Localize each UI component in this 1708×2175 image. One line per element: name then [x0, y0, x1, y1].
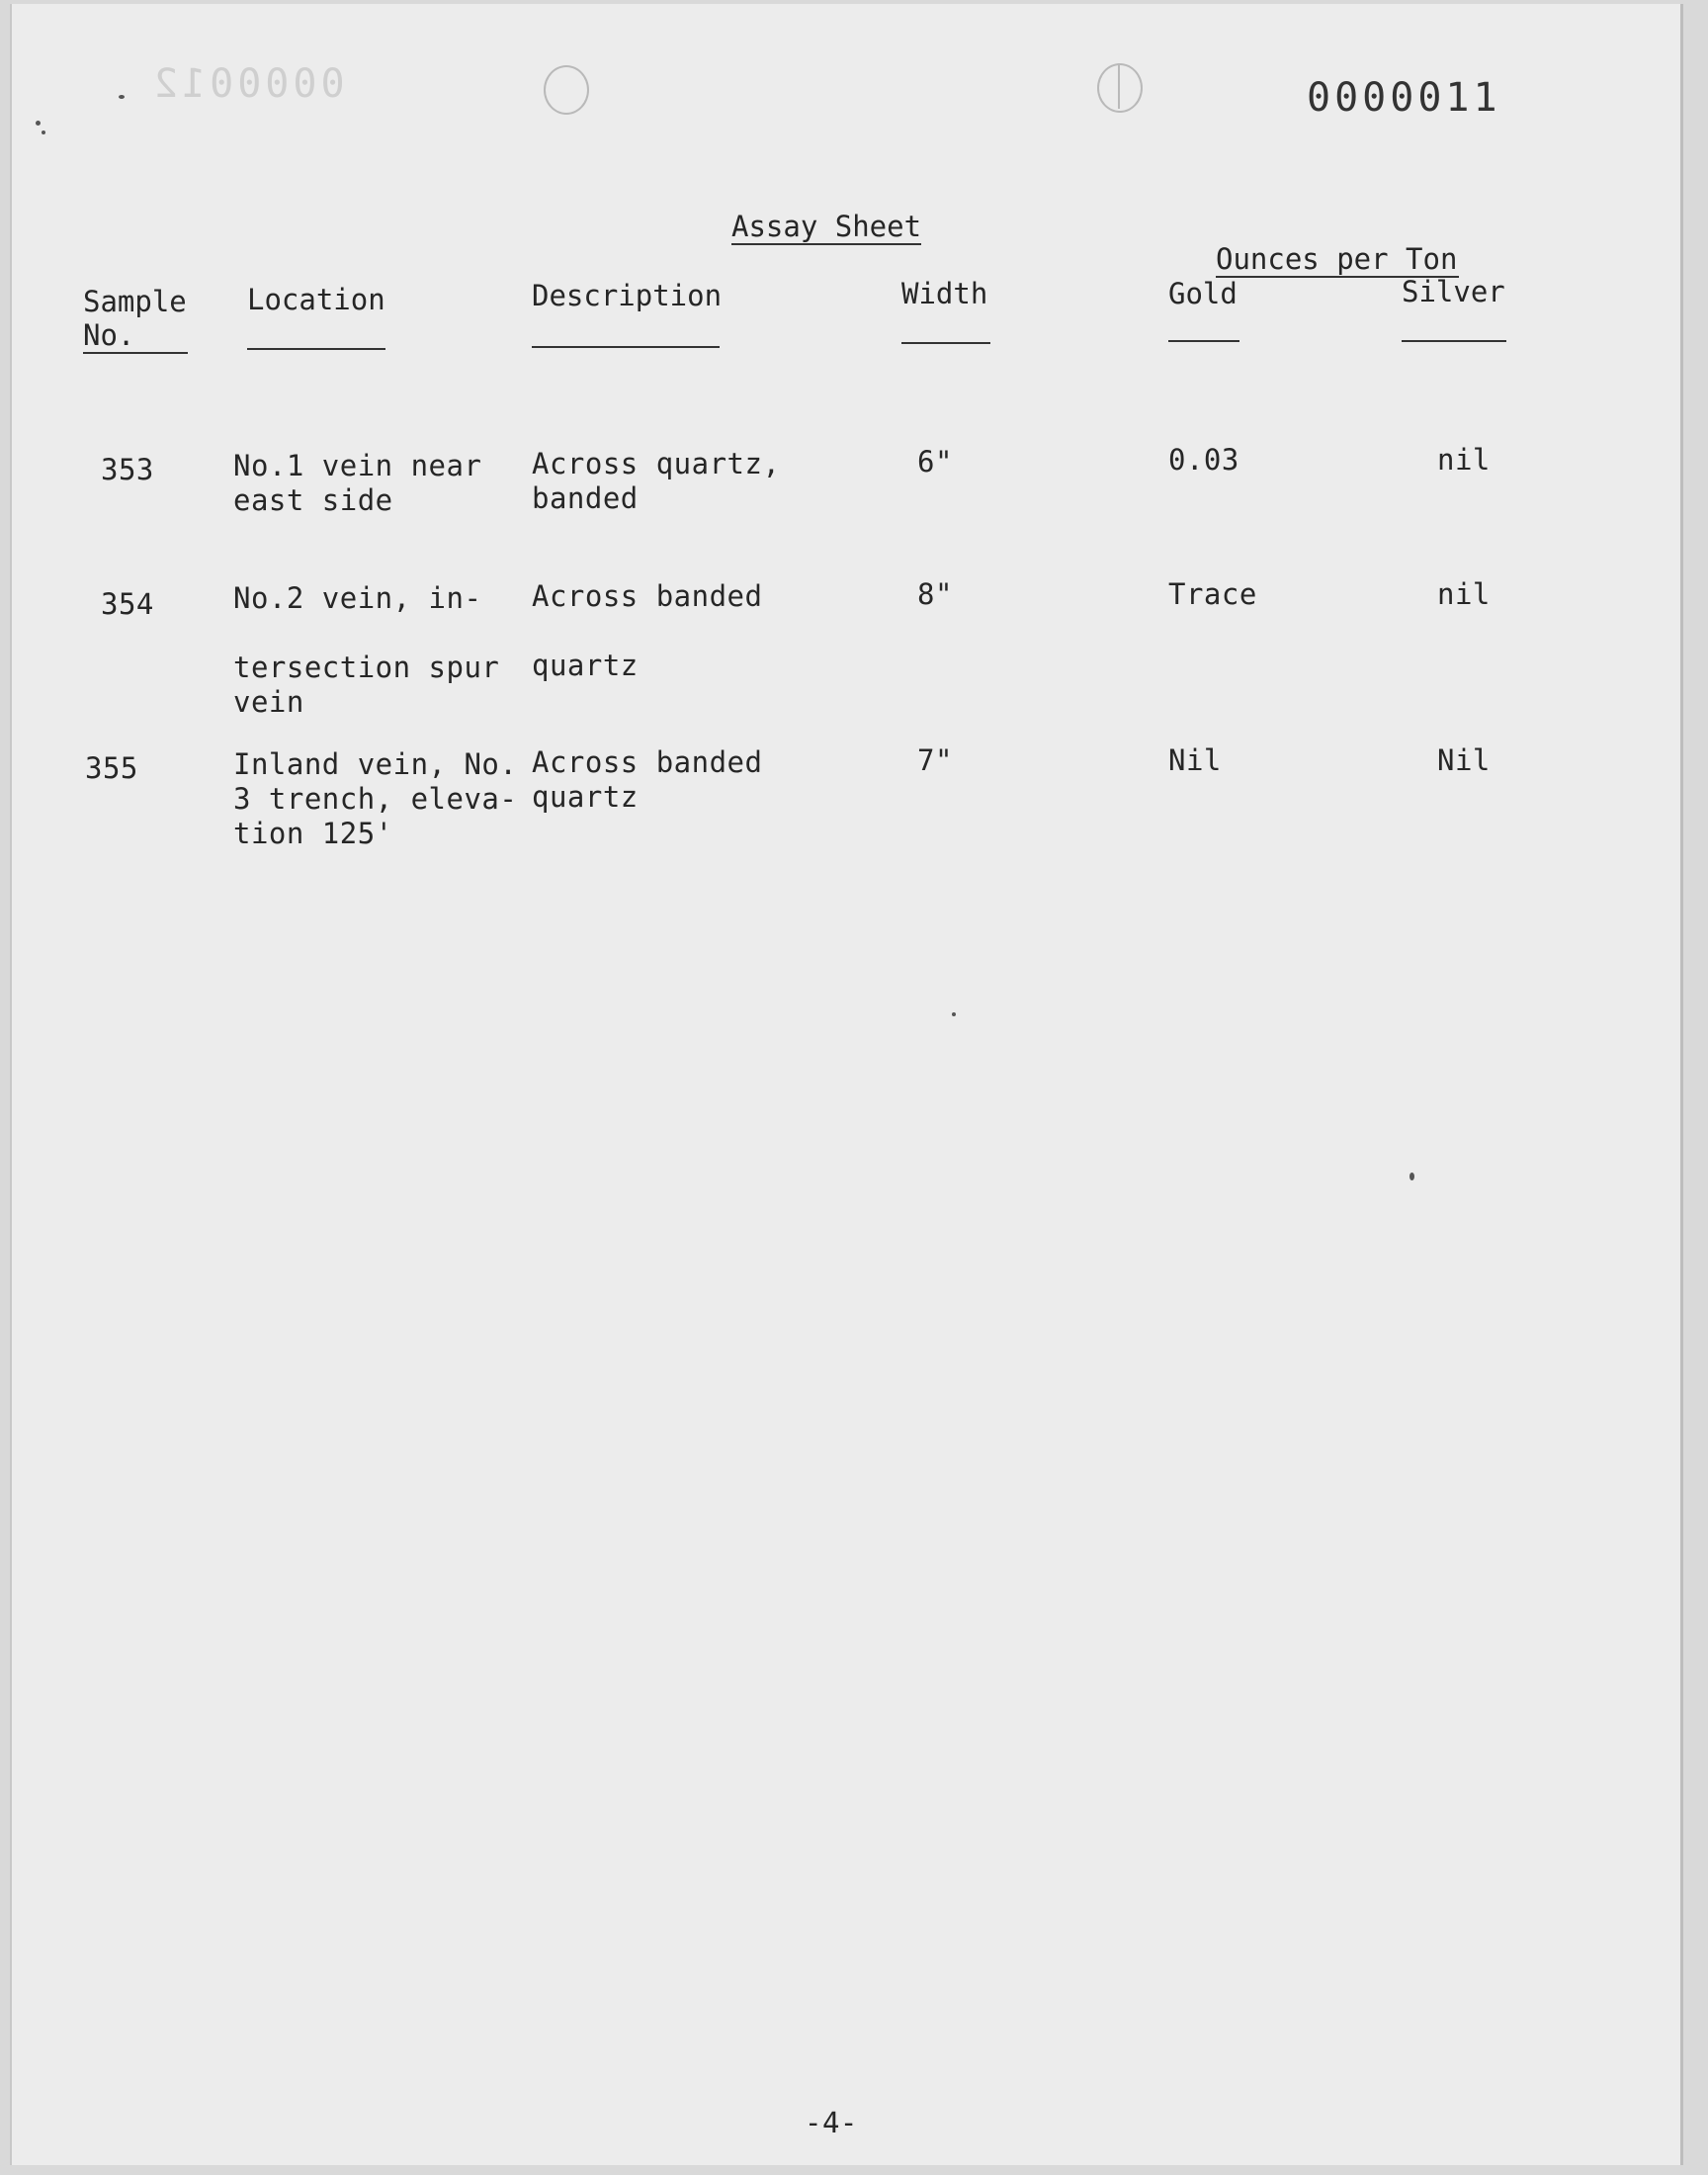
ounces-per-ton-header: Ounces per Ton: [1216, 242, 1458, 276]
table-cell-width: 7": [917, 743, 953, 777]
punch-hole-left: [544, 65, 589, 115]
scan-speck: [952, 1012, 956, 1016]
table-cell-silver: nil: [1437, 443, 1491, 477]
scan-speck: [42, 130, 45, 134]
table-cell-gold: Trace: [1168, 577, 1257, 611]
bleed-through-number: 0000012: [150, 61, 345, 107]
table-cell-description: Across quartz, banded: [532, 447, 781, 515]
table-cell-sample: 355: [85, 751, 138, 785]
table-cell-location: No.2 vein, in-: [233, 581, 482, 615]
punch-hole-mark: [1118, 63, 1120, 109]
table-cell-description-continued: quartz: [532, 649, 639, 682]
table-cell-width: 8": [917, 577, 953, 611]
table-cell-sample: 353: [101, 453, 154, 486]
document-number: 0000011: [1307, 75, 1501, 121]
scan-speck: [119, 95, 125, 99]
page-number: -4-: [805, 2106, 858, 2139]
location-header: Location: [247, 283, 385, 316]
width-header: Width: [901, 277, 988, 310]
document-page: [10, 4, 1683, 2165]
table-cell-silver: nil: [1437, 577, 1491, 611]
table-cell-location-continued: tersection spur vein: [233, 651, 500, 719]
gold-header-underline: [1168, 340, 1239, 342]
description-header-underline: [532, 346, 720, 348]
table-cell-location: Inland vein, No. 3 trench, eleva- tion 125': [233, 747, 518, 850]
punch-hole-right: [1097, 63, 1143, 113]
width-header-underline: [901, 342, 990, 344]
sample-no-header-line1: Sample: [83, 285, 187, 318]
table-cell-gold: Nil: [1168, 743, 1222, 777]
table-cell-location: No.1 vein near east side: [233, 449, 482, 517]
silver-header-underline: [1402, 340, 1506, 342]
table-cell-width: 6": [917, 445, 953, 478]
page-title: Assay Sheet: [731, 210, 922, 243]
table-cell-description: Across banded quartz: [532, 745, 763, 814]
table-cell-sample: 354: [101, 587, 154, 621]
table-cell-gold: 0.03: [1168, 443, 1239, 477]
table-cell-description: Across banded: [532, 579, 763, 613]
description-header: Description: [532, 279, 723, 312]
location-header-underline: [247, 348, 385, 350]
table-cell-silver: Nil: [1437, 743, 1491, 777]
gold-header: Gold: [1168, 277, 1238, 310]
scan-speck: [36, 121, 41, 126]
sample-no-header-line2: No.: [83, 318, 188, 354]
silver-header: Silver: [1402, 275, 1505, 308]
scan-speck: [1409, 1173, 1414, 1180]
